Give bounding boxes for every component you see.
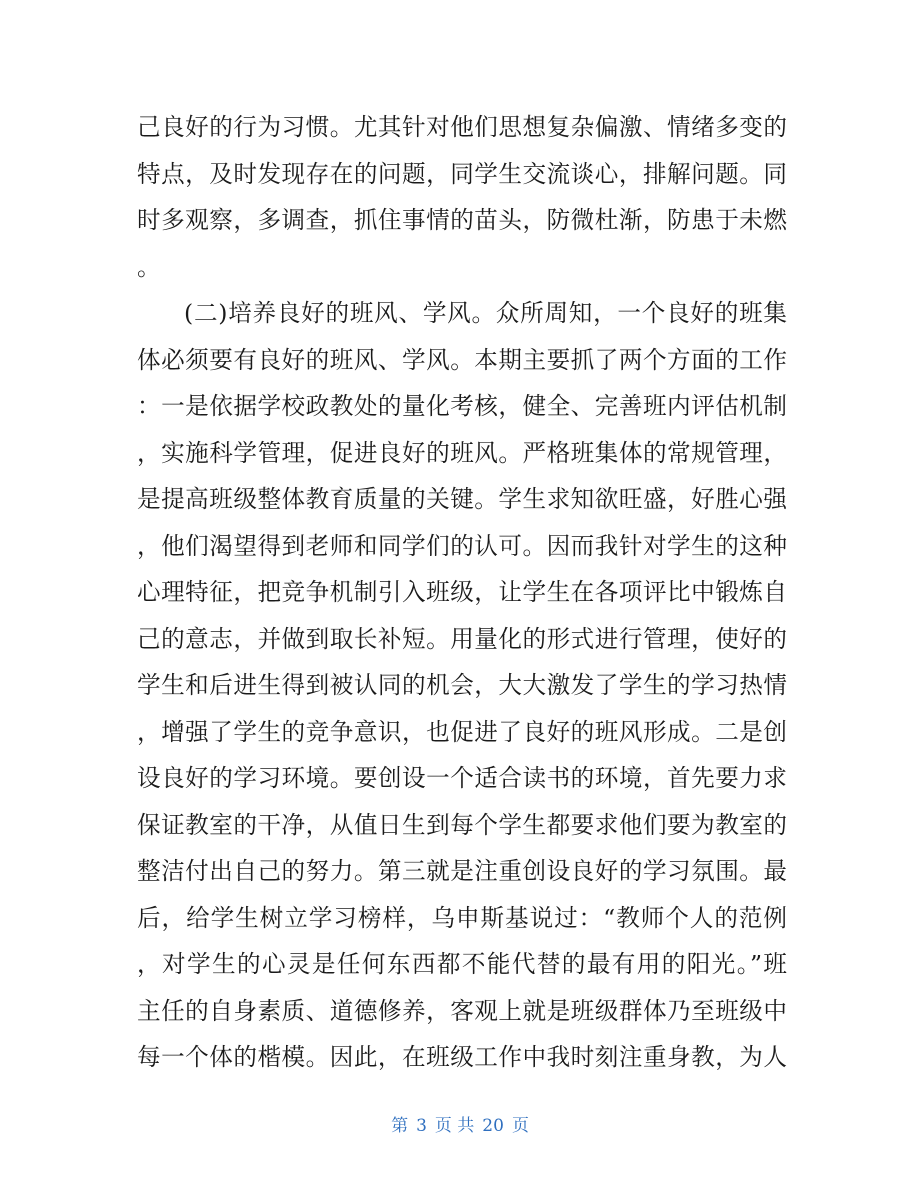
- text-line: 己的意志，并做到取长补短。用量化的形式进行管理，使好的: [137, 624, 787, 653]
- footer-prefix: 第: [391, 1116, 409, 1136]
- text-line: 时多观察，多调查，抓住事情的苗头，防微杜渐，防患于未燃: [137, 206, 787, 234]
- text-line: 心理特征，把竞争机制引入班级，让学生在各项评比中锻炼自: [137, 578, 787, 606]
- text-line: 后，给学生树立学习榜样，乌申斯基说过：“教师个人的范例: [137, 903, 787, 932]
- footer-total-pages: 20: [482, 1116, 504, 1136]
- page-footer: [0, 1111, 920, 1136]
- text-line: ，实施科学管理，促进良好的班风。严格班集体的常规管理，: [137, 438, 787, 467]
- footer-page-number: 3: [416, 1116, 427, 1136]
- text-line: 整洁付出自己的努力。第三就是注重创设良好的学习氛围。最: [137, 857, 787, 885]
- text-line: 体必须要有良好的班风、学风。本期主要抓了两个方面的工作: [137, 345, 787, 374]
- text-line: 保证教室的干净，从值日生到每个学生都要求他们要为教室的: [137, 810, 787, 839]
- text-line: 学生和后进生得到被认同的机会，大大激发了学生的学习热情: [137, 671, 787, 699]
- text-line: 设良好的学习环境。要创设一个适合读书的环境，首先要力求: [137, 764, 787, 792]
- text-line: 。: [137, 252, 161, 281]
- text-line: 己良好的行为习惯。尤其针对他们思想复杂偏激、情绪多变的: [137, 113, 787, 141]
- text-line: 每一个体的楷模。因此，在班级工作中我时刻注重身教，为人: [137, 1043, 787, 1071]
- footer-middle: 页 共: [434, 1116, 475, 1136]
- text-line: (二)培养良好的班风、学风。众所周知，一个良好的班集: [184, 299, 787, 327]
- text-line: 主任的自身素质、道德修养，客观上就是班级群体乃至班级中: [137, 996, 787, 1025]
- footer-suffix: 页: [511, 1116, 529, 1136]
- text-line: ，他们渴望得到老师和同学们的认可。因而我针对学生的这种: [137, 531, 787, 560]
- text-line: ：一是依据学校政教处的量化考核，健全、完善班内评估机制: [137, 392, 787, 420]
- text-line: 是提高班级整体教育质量的关键。学生求知欲旺盛，好胜心强: [137, 485, 787, 513]
- text-line: ，增强了学生的竞争意识，也促进了良好的班风形成。二是创: [137, 717, 787, 746]
- text-line: 特点，及时发现存在的问题，同学生交流谈心，排解问题。同: [137, 159, 787, 188]
- text-line: ，对学生的心灵是任何东西都不能代替的最有用的阳光。”班: [137, 950, 787, 978]
- body-text: [137, 104, 787, 1081]
